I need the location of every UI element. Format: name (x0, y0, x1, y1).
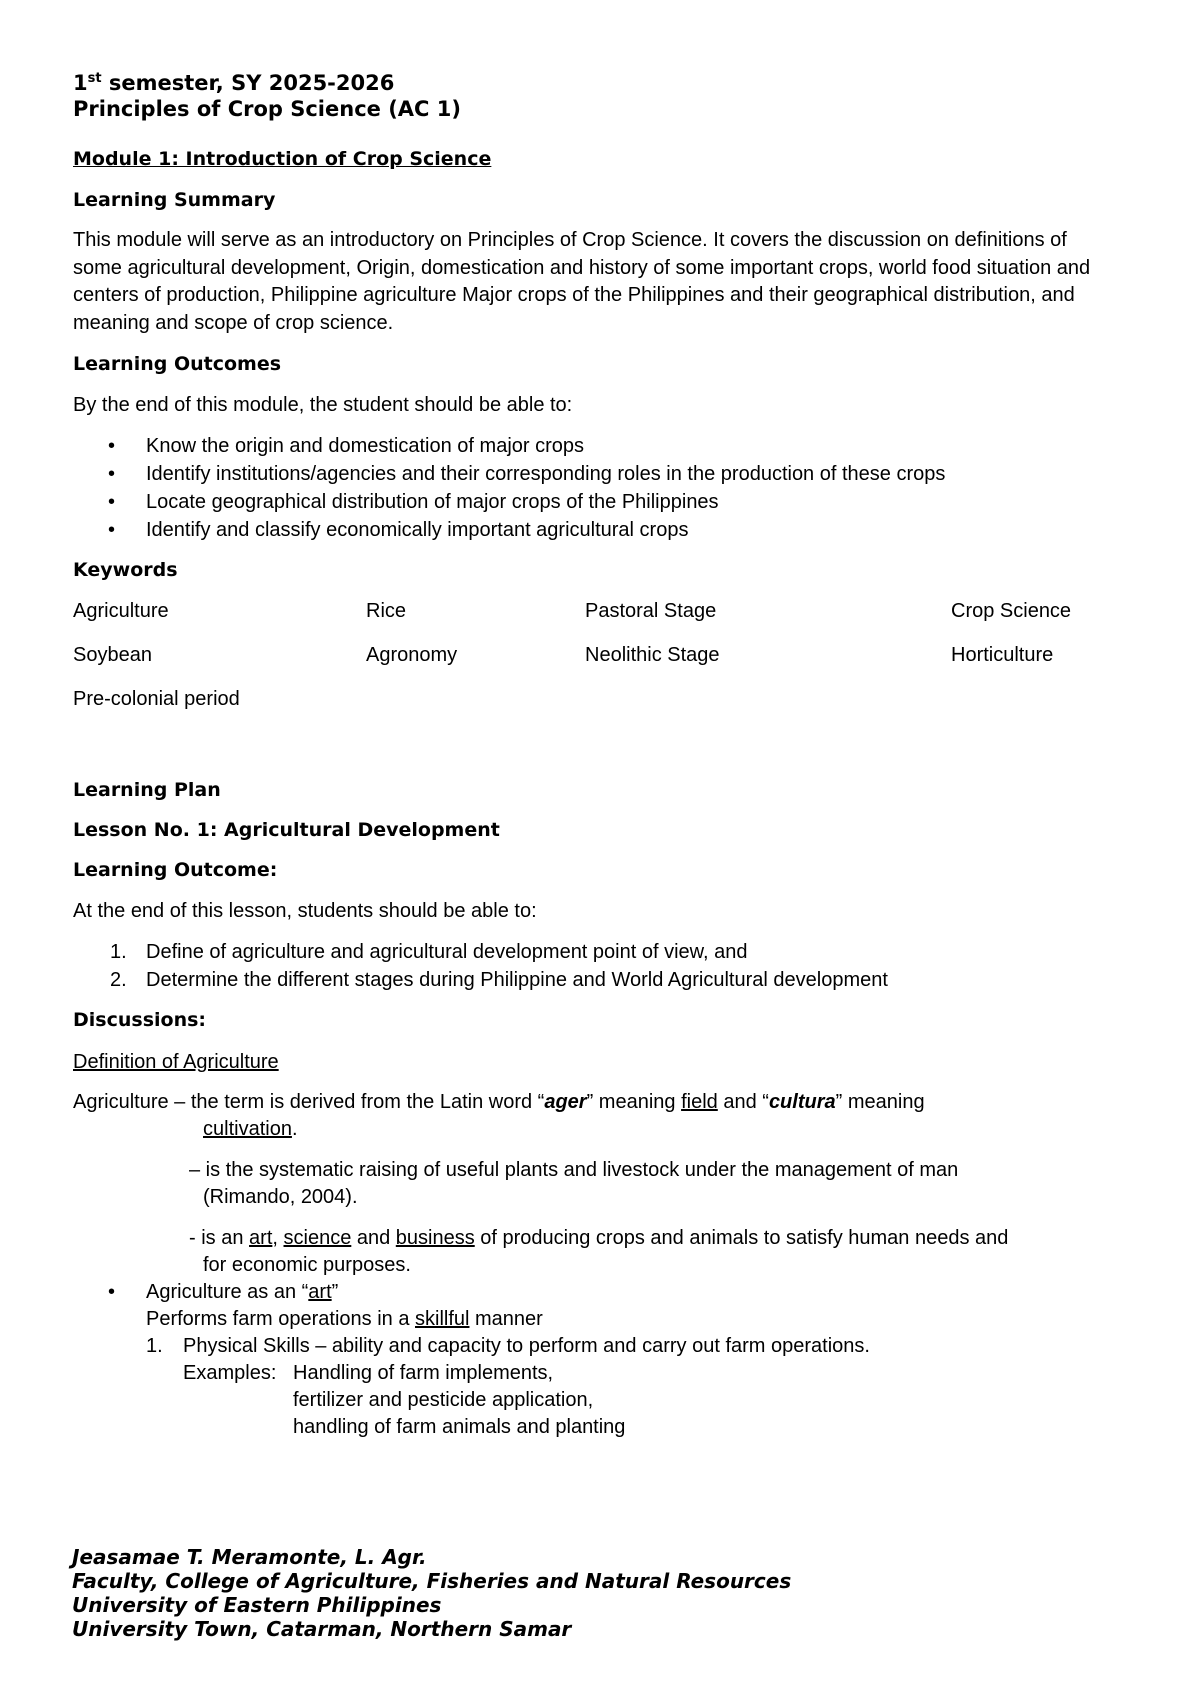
author-name: Jeasamae T. Meramonte, L. Agr. (72, 1545, 427, 1569)
definition-etymology-cont: cultivation. (203, 1118, 298, 1140)
learning-summary-text: This module will serve as an introductory on Principles of Crop Science. It covers the discussion on definitions of some agricultural development, Origin, domestication and history of some important crops, world food situation and centers of production, Philippine agriculture Major crops of the Philippines and their geographical distribution, and meaning and scope of crop science. (73, 229, 1091, 334)
keyword: Agriculture (73, 600, 169, 622)
examples-block: Examples: Handling of farm implements, fertilizer and pesticide application, handling of farm animals and planting (146, 1360, 1133, 1441)
physical-skills: 1. Physical Skills – ability and capacity to perform and carry out farm operations. (146, 1335, 870, 1357)
list-item: 2. Determine the different stages during Philippine and World Agricultural development (110, 969, 888, 991)
list-item (73, 1279, 1133, 1441)
semester-ordinal: st (87, 71, 102, 86)
keyword: Pre-colonial period (73, 688, 240, 710)
list-item: • Locate geographical distribution of major crops of the Philippines (73, 488, 1133, 516)
lesson-outcomes-list (73, 938, 1133, 994)
keyword: Rice (366, 600, 407, 622)
lesson-title: Lesson No. 1: Agricultural Development (73, 819, 500, 841)
example-item: Handling of farm implements, (293, 1362, 554, 1384)
definition-art-science-business: - is an art, science and business of producing crops and animals to satisfy human needs and (189, 1227, 1009, 1249)
learning-outcomes-list (73, 432, 1133, 544)
learning-plan-heading: Learning Plan (73, 779, 221, 801)
semester-line (73, 70, 1133, 96)
definition-subheading: Definition of Agriculture (73, 1051, 279, 1073)
keyword: Pastoral Stage (585, 600, 717, 622)
list-item: 1. Define of agriculture and agricultural development point of view, and (110, 941, 748, 963)
list-item: • Identify institutions/agencies and their corresponding roles in the production of these crops (73, 460, 1133, 488)
agriculture-art-list (73, 1279, 1133, 1441)
learning-outcomes-heading: Learning Outcomes (73, 353, 282, 375)
keywords-heading: Keywords (73, 559, 178, 581)
keyword: Agronomy (366, 644, 458, 666)
discussions-heading: Discussions: (73, 1009, 206, 1031)
list-item: • Know the origin and domestication of major crops (73, 432, 1133, 460)
learning-outcomes-intro: By the end of this module, the student should be able to: (73, 394, 573, 416)
example-item: fertilizer and pesticide application, (293, 1389, 594, 1411)
author-footer (72, 1545, 791, 1641)
keywords-grid (73, 597, 1133, 713)
definition-etymology: Agriculture – the term is derived from the Latin word “ager” meaning field and “cultura” meaning (73, 1091, 925, 1113)
list-item: • Identify and classify economically important agricultural crops (73, 516, 1133, 544)
learning-summary-heading: Learning Summary (73, 189, 276, 211)
art-heading: • Agriculture as an “art” (146, 1281, 339, 1303)
course-title: Principles of Crop Science (AC 1) (73, 97, 461, 121)
definition-systematic: – is the systematic raising of useful plants and livestock under the management of man (189, 1159, 959, 1181)
keyword: Crop Science (951, 600, 1072, 622)
keyword: Soybean (73, 644, 152, 666)
art-description: Performs farm operations in a skillful manner (146, 1308, 543, 1330)
definition-systematic-cont: (Rimando, 2004). (203, 1186, 358, 1208)
semester-text: semester, SY 2025-2026 (101, 71, 395, 95)
module-title: Module 1: Introduction of Crop Science (73, 148, 492, 170)
semester-number: 1 (73, 71, 88, 95)
author-university: University of Eastern Philippines (72, 1593, 442, 1617)
keyword: Horticulture (951, 644, 1054, 666)
author-faculty: Faculty, College of Agriculture, Fisheries and Natural Resources (72, 1569, 792, 1593)
lesson-outcome-heading: Learning Outcome: (73, 859, 278, 881)
lesson-outcome-intro: At the end of this lesson, students should be able to: (73, 900, 537, 922)
example-item: handling of farm animals and planting (293, 1416, 626, 1438)
keyword: Neolithic Stage (585, 644, 720, 666)
definition-art-science-business-cont: for economic purposes. (203, 1254, 411, 1276)
author-address: University Town, Catarman, Northern Samar (72, 1617, 572, 1641)
document-page (73, 70, 1133, 1441)
